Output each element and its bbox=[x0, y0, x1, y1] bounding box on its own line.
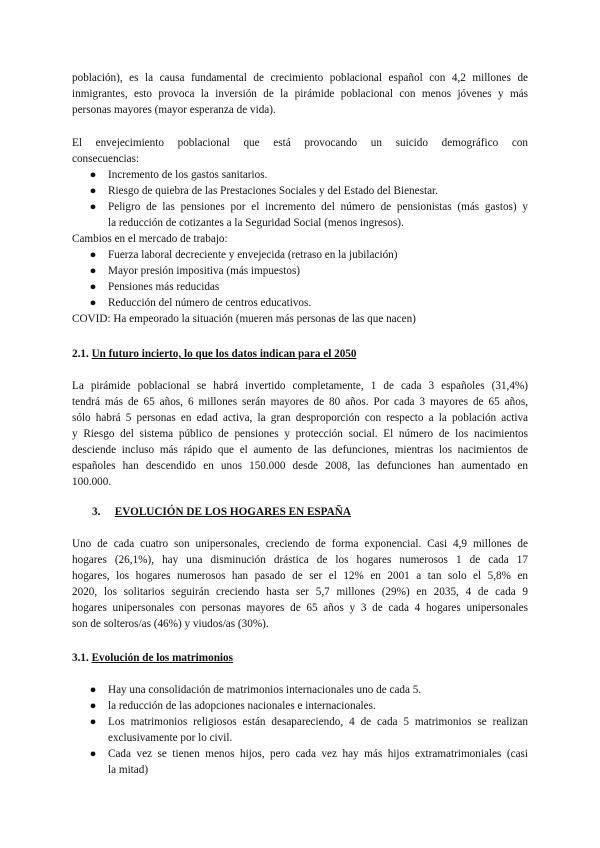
bullet-icon: ● bbox=[89, 201, 97, 213]
section-heading-2-1 bbox=[72, 346, 528, 362]
list-item bbox=[72, 279, 528, 295]
bullet-icon: ● bbox=[89, 249, 97, 261]
labor-list bbox=[72, 247, 528, 311]
bullet-icon: ● bbox=[89, 169, 97, 181]
section-3-1-list bbox=[72, 682, 528, 778]
list-item bbox=[72, 746, 528, 778]
bullet-icon: ● bbox=[89, 748, 97, 760]
text-line: hogares (26,1%), hay una disminución drástica de los hogares numerosos 1 de cada 17 bbox=[72, 554, 528, 566]
text-line: sólo habrá 5 personas en edad activa, la gran desproporción con respecto a la población activa bbox=[72, 412, 528, 424]
section-3-paragraph bbox=[72, 536, 528, 632]
text-line: personas mayores (mayor esperanza de vida). bbox=[72, 104, 276, 116]
text-line: Los matrimonios religiosos están desapareciendo, 4 de cada 5 matrimonios se realizan bbox=[108, 716, 528, 728]
section-heading-3 bbox=[92, 504, 528, 520]
text-line: 2020, los solitarios seguirán creciendo hasta ser 5,7 millones (29%) en 2035, 4 de cada 9 bbox=[72, 586, 528, 598]
list-item bbox=[72, 263, 528, 279]
section-title: EVOLUCIÓN DE LOS HOGARES EN ESPAÑA bbox=[114, 506, 351, 518]
text-line: tendrá más de 65 años, 6 millones serán mayores de 80 años. Por cada 3 mayores de 65 años, bbox=[72, 396, 528, 408]
text-line: Hay una consolidación de matrimonios internacionales uno de cada 5. bbox=[108, 684, 422, 696]
aging-paragraph bbox=[72, 135, 528, 327]
text-line: son de solteros/as (46%) y viudos/as (30%). bbox=[72, 618, 269, 630]
section-title: Un futuro incierto, lo que los datos indican para el 2050 bbox=[91, 348, 357, 360]
text-line: la mitad) bbox=[108, 764, 149, 776]
text-line: La pirámide poblacional se habrá invertido completamente, 1 de cada 3 españoles (31,4%) bbox=[72, 380, 528, 392]
section-title: Evolución de los matrimonios bbox=[91, 652, 233, 664]
text-line: la reducción de las adopciones nacionales e internacionales. bbox=[108, 700, 376, 712]
list-item bbox=[72, 698, 528, 714]
text-line: españoles han descendido en unos 150.000 desde 2008, las defunciones han aumentado en bbox=[72, 460, 528, 472]
list-item bbox=[72, 199, 528, 231]
text-line: la reducción de cotizantes a la Seguridad Social (menos ingresos). bbox=[108, 217, 404, 229]
list-item bbox=[72, 714, 528, 746]
consequences-list bbox=[72, 167, 528, 231]
section-number: 3.1. bbox=[72, 652, 89, 664]
bullet-icon: ● bbox=[89, 297, 97, 309]
list-item bbox=[72, 247, 528, 263]
list-item bbox=[72, 682, 528, 698]
section-heading-3-1 bbox=[72, 650, 528, 666]
bullet-icon: ● bbox=[89, 281, 97, 293]
section-2-1-paragraph bbox=[72, 378, 528, 490]
text-line: Fuerza laboral decreciente y envejecida (retraso en la jubilación) bbox=[108, 249, 398, 261]
bullet-icon: ● bbox=[89, 700, 97, 712]
list-item bbox=[72, 295, 528, 311]
text-line: inmigrantes, esto provoca la inversión de la pirámide poblacional con menos jóvenes y más bbox=[72, 88, 528, 100]
text-line: población), es la causa fundamental de crecimiento poblacional español con 4,2 millones de bbox=[72, 72, 528, 84]
bullet-icon: ● bbox=[89, 265, 97, 277]
text-line: y Riesgo del sistema público de pensiones y protección social. El número de los nacimientos bbox=[72, 428, 528, 440]
bullet-icon: ● bbox=[89, 716, 97, 728]
text-line: 100.000. bbox=[72, 476, 112, 488]
text-line: exclusivamente por lo civil. bbox=[108, 732, 233, 744]
text-line: hogares unipersonales con personas mayores de 65 años y 3 de cada 4 hogares unipersonales bbox=[72, 602, 528, 614]
text-line: Uno de cada cuatro son unipersonales, creciendo de forma exponencial. Casi 4,9 millones de bbox=[72, 538, 528, 550]
list-item bbox=[72, 183, 528, 199]
section-number: 3. bbox=[92, 506, 101, 518]
bullet-icon: ● bbox=[89, 185, 97, 197]
intro-paragraph bbox=[72, 70, 528, 118]
text-line: El envejecimiento poblacional que está provocando un suicido demográfico con bbox=[72, 137, 528, 149]
text-line: Riesgo de quiebra de las Prestaciones Sociales y del Estado del Bienestar. bbox=[108, 185, 438, 197]
section-number: 2.1. bbox=[72, 348, 89, 360]
text-line: Pensiones más reducidas bbox=[108, 281, 220, 293]
text-line: Cada vez se tienen menos hijos, pero cada vez hay más hijos extramatrimoniales (casi bbox=[108, 748, 528, 760]
text-line: hogares, los hogares numerosos han pasado de ser el 12% en 2001 a tan solo el 5,8% en bbox=[72, 570, 528, 582]
marriage-list bbox=[72, 682, 528, 778]
text-line: Peligro de las pensiones por el incremento del número de pensionistas (más gastos) y bbox=[108, 201, 528, 213]
labor-label: Cambios en el mercado de trabajo: bbox=[72, 233, 228, 245]
list-item bbox=[72, 167, 528, 183]
text-line: Mayor presión impositiva (más impuestos) bbox=[108, 265, 301, 277]
text-line: desciende incluso más rápido que el aumento de las defunciones, mientras los nacimientos de bbox=[72, 444, 528, 456]
text-line: Reducción del número de centros educativos. bbox=[108, 297, 312, 309]
text-line: Incremento de los gastos sanitarios. bbox=[108, 169, 268, 181]
covid-note: COVID: Ha empeorado la situación (mueren más personas de las que nacen) bbox=[72, 313, 416, 325]
bullet-icon: ● bbox=[89, 684, 97, 696]
text-line: consecuencias: bbox=[72, 153, 140, 165]
